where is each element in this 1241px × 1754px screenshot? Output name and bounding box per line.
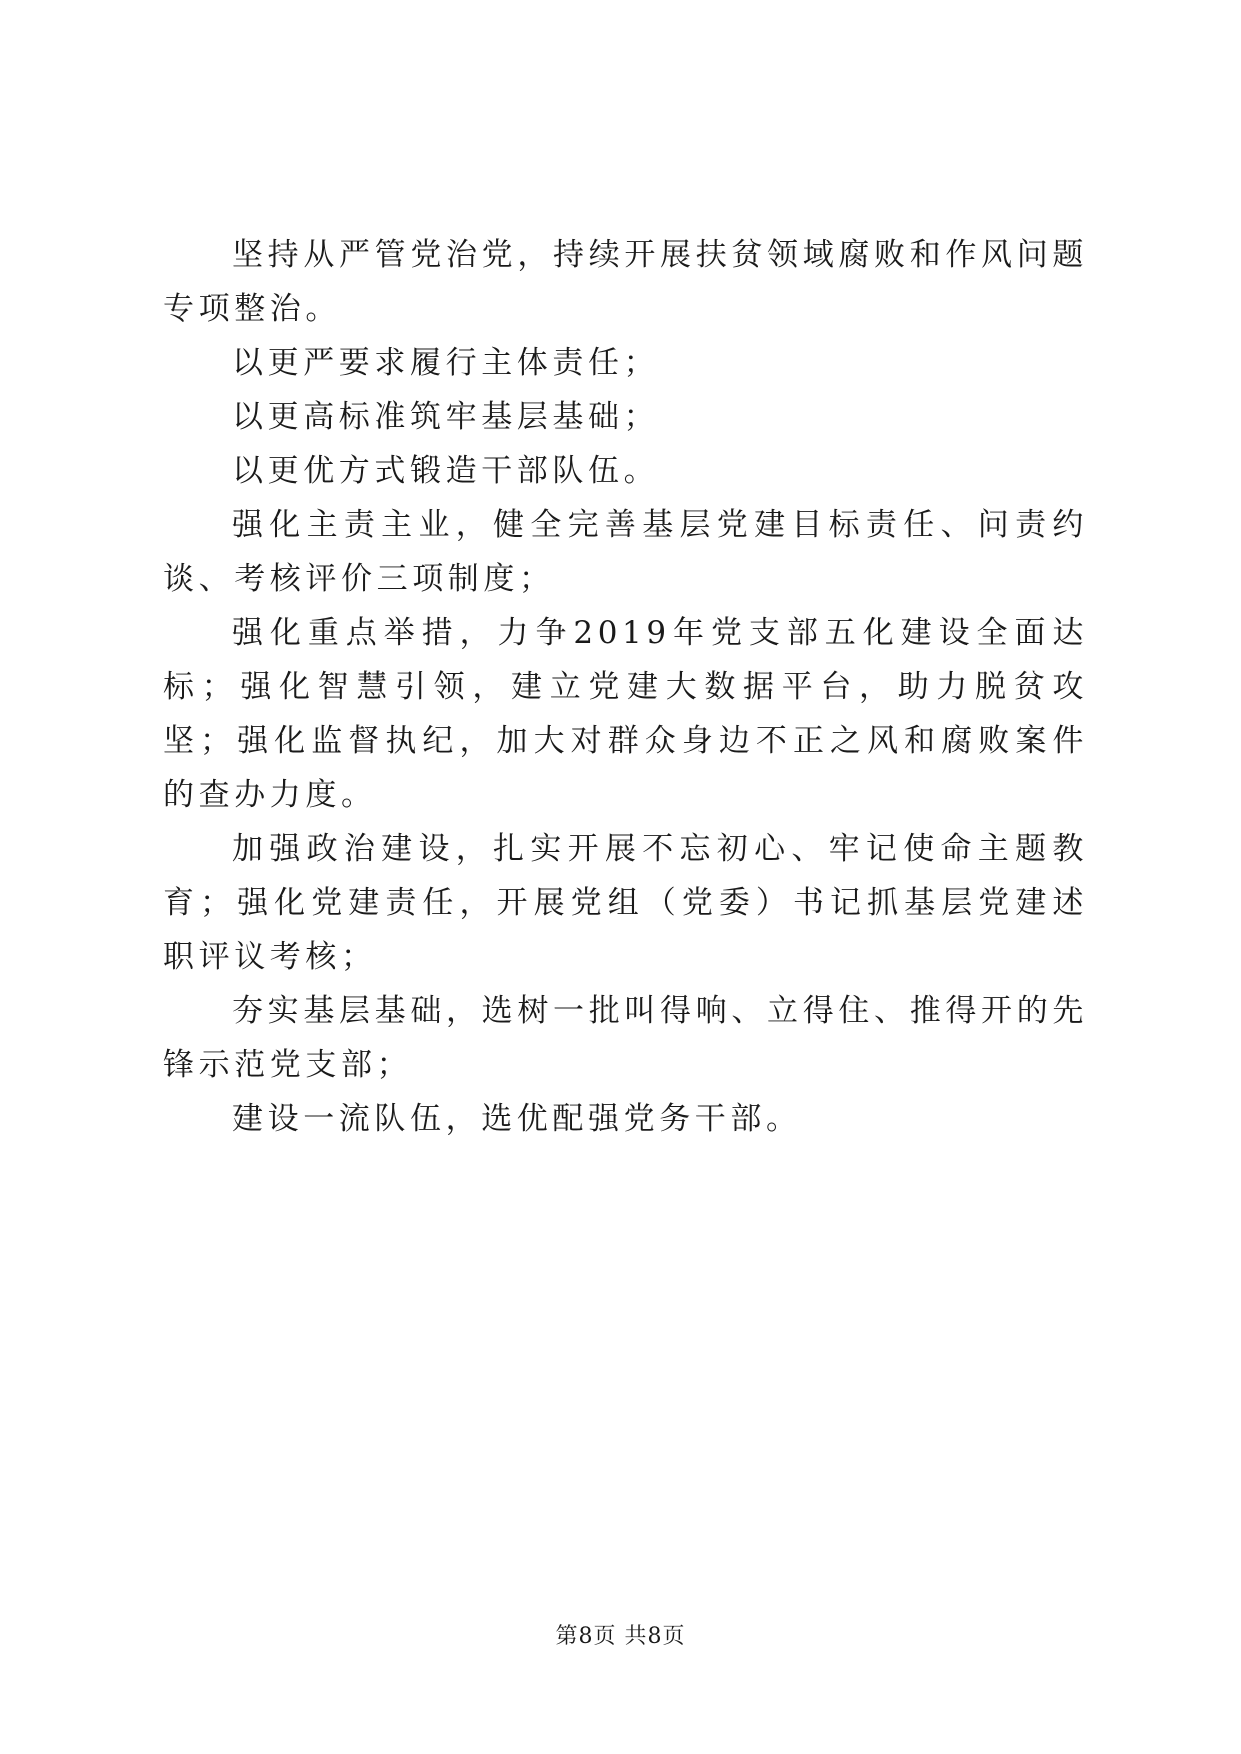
- paragraph: 建设一流队伍，选优配强党务干部。: [232, 1101, 802, 1137]
- page-number-footer: 第8页 共8页: [555, 1624, 686, 1649]
- document-body: [163, 228, 1088, 1146]
- paragraph: 强化主责主业，健全完善基层党建目标责任、问责约谈、考核评价三项制度；: [163, 507, 1088, 597]
- paragraph: 以更优方式锻造干部队伍。: [232, 453, 660, 489]
- paragraph: 加强政治建设，扎实开展不忘初心、牢记使命主题教育；强化党建责任，开展党组（党委）书记抓基层党建述职评议考核；: [163, 831, 1088, 975]
- paragraph: 坚持从严管党治党，持续开展扶贫领域腐败和作风问题专项整治。: [163, 237, 1088, 327]
- paragraph: 强化重点举措，力争2019年党支部五化建设全面达标；强化智慧引领，建立党建大数据平台，助力脱贫攻坚；强化监督执纪，加大对群众身边不正之风和腐败案件的查办力度。: [163, 615, 1088, 813]
- paragraph: 以更严要求履行主体责任；: [232, 345, 660, 381]
- paragraph: 夯实基层基础，选树一批叫得响、立得住、推得开的先锋示范党支部；: [163, 993, 1088, 1083]
- paragraph: 以更高标准筑牢基层基础；: [232, 399, 660, 435]
